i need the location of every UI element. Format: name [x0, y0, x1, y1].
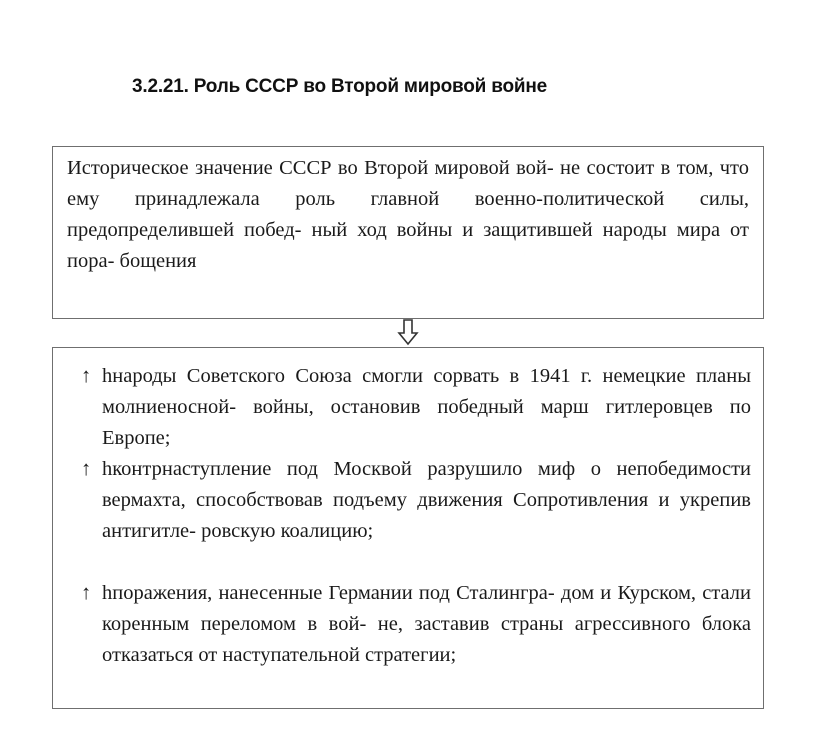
list-item-text: hконтрнаступление под Москвой разрушило миф о непобедимости вермахта, способствовав подъему движения Сопротивления и укрепив антигитле- ровскую коалицию;	[102, 458, 751, 542]
list-item	[81, 578, 751, 671]
arrow-up-bullet-icon: ↑	[81, 365, 92, 387]
list-item-text: hнароды Советского Союза смогли сорвать в 1941 г. немецкие планы молниеносной- войны, остановив победный марш гитлеровцев по Европе;	[102, 365, 751, 449]
significance-box	[52, 146, 764, 319]
significance-text: Историческое значение СССР во Второй мировой вой- не состоит в том, что ему принадлежала роль главной военно-политической силы, предопределившей побед- ный ход войны и защитившей народы мира от пора- бощения	[67, 157, 749, 272]
arrow-up-bullet-icon: ↑	[81, 582, 92, 604]
down-arrow-outline-icon	[397, 318, 419, 346]
consequences-box	[52, 347, 764, 709]
list-item	[81, 361, 751, 454]
list-item-text: hпоражения, нанесенные Германии под Сталингра- дом и Курском, стали коренным переломом в вой- не, заставив страны агрессивного блока отказаться от наступательной стратегии;	[102, 582, 751, 666]
list-item	[81, 454, 751, 547]
page-title: 3.2.21. Роль СССР во Второй мировой войне	[132, 76, 547, 97]
arrow-up-bullet-icon: ↑	[81, 458, 92, 480]
